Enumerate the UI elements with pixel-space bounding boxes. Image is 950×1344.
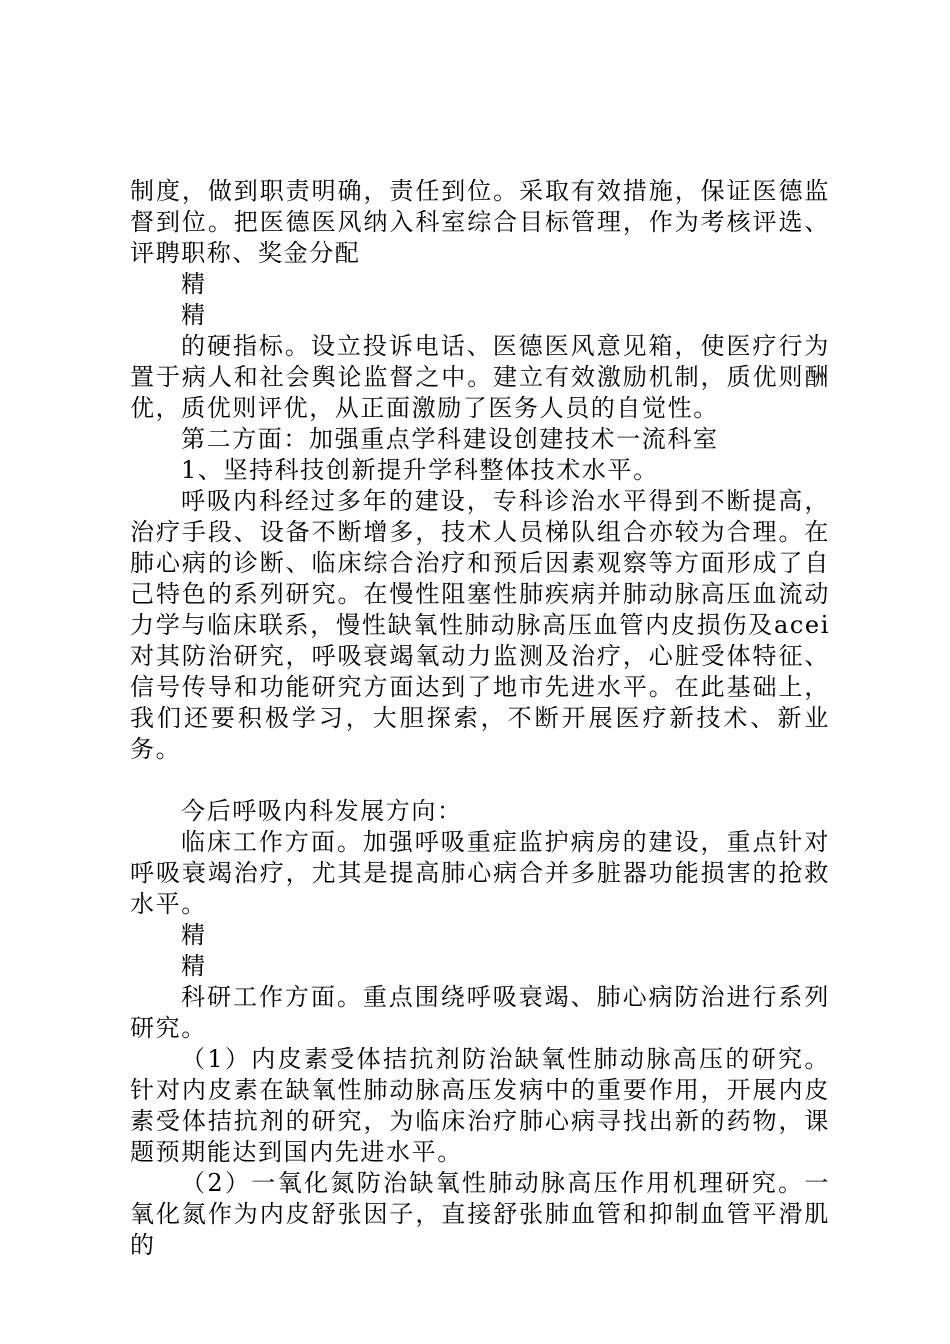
paragraph-7: 呼吸内科经过多年的建设，专科诊治水平得到不断提高，治疗手段、设备不断增多，技术人员梯队组合亦较为合理。在肺心病的诊断、临床综合治疗和预后因素观察等方面形成了自己特色的系列研究。在慢性阻塞性肺疾病并肺动脉高压血流动力学与临床联系，慢性缺氧性肺动脉高压血管内皮损伤及acei对其防治研究，呼吸衰竭氧动力监测及治疗，心脏受体特征、信号传导和功能研究方面达到了地市先进水平。在此基础上，我们还要积极学习，大胆探索，不断开展医疗新技术、新业务。 — [130, 487, 830, 763]
subheading-1: 1、坚持科技创新提升学科整体技术水平。 — [181, 456, 659, 484]
blank-line — [130, 765, 830, 796]
paragraph-2: 精 — [181, 270, 207, 298]
paragraph-1: 制度，做到职责明确，责任到位。采取有效措施，保证医德监督到位。把医德医风纳入科室综合目标管理，作为考核评选、评聘职称、奖金分配 — [130, 177, 830, 267]
paragraph-4: 的硬指标。设立投诉电话、医德医风意见箱，使医疗行为置于病人和社会舆论监督之中。建立有效激励机制，质优则酬优，质优则评优，从正面激励了医务人员的自觉性。 — [130, 332, 830, 422]
paragraph-10: 临床工作方面。加强呼吸重症监护病房的建设，重点针对呼吸衰竭治疗，尤其是提高肺心病合并多脏器功能损害的抢救水平。 — [130, 828, 830, 918]
paragraph-12: 精 — [181, 952, 207, 980]
paragraph-15: （2）一氧化氮防治缺氧性肺动脉高压作用机理研究。一氧化氮作为内皮舒张因子，直接舒张肺血管和抑制血管平滑肌的 — [130, 1169, 830, 1259]
paragraph-14: （1）内皮素受体拮抗剂防治缺氧性肺动脉高压的研究。针对内皮素在缺氧性肺动脉高压发病中的重要作用，开展内皮素受体拮抗剂的研究，为临床治疗肺心病寻找出新的药物，课题预期能达到国内先进水平。 — [130, 1045, 830, 1166]
document-body — [130, 176, 830, 1261]
paragraph-3: 精 — [181, 301, 207, 329]
paragraph-11: 精 — [181, 921, 207, 949]
paragraph-13: 科研工作方面。重点围绕呼吸衰竭、肺心病防治进行系列研究。 — [130, 983, 830, 1042]
paragraph-9: 今后呼吸内科发展方向： — [181, 797, 463, 825]
section-heading-2: 第二方面：加强重点学科建设创建技术一流科室 — [181, 425, 719, 453]
